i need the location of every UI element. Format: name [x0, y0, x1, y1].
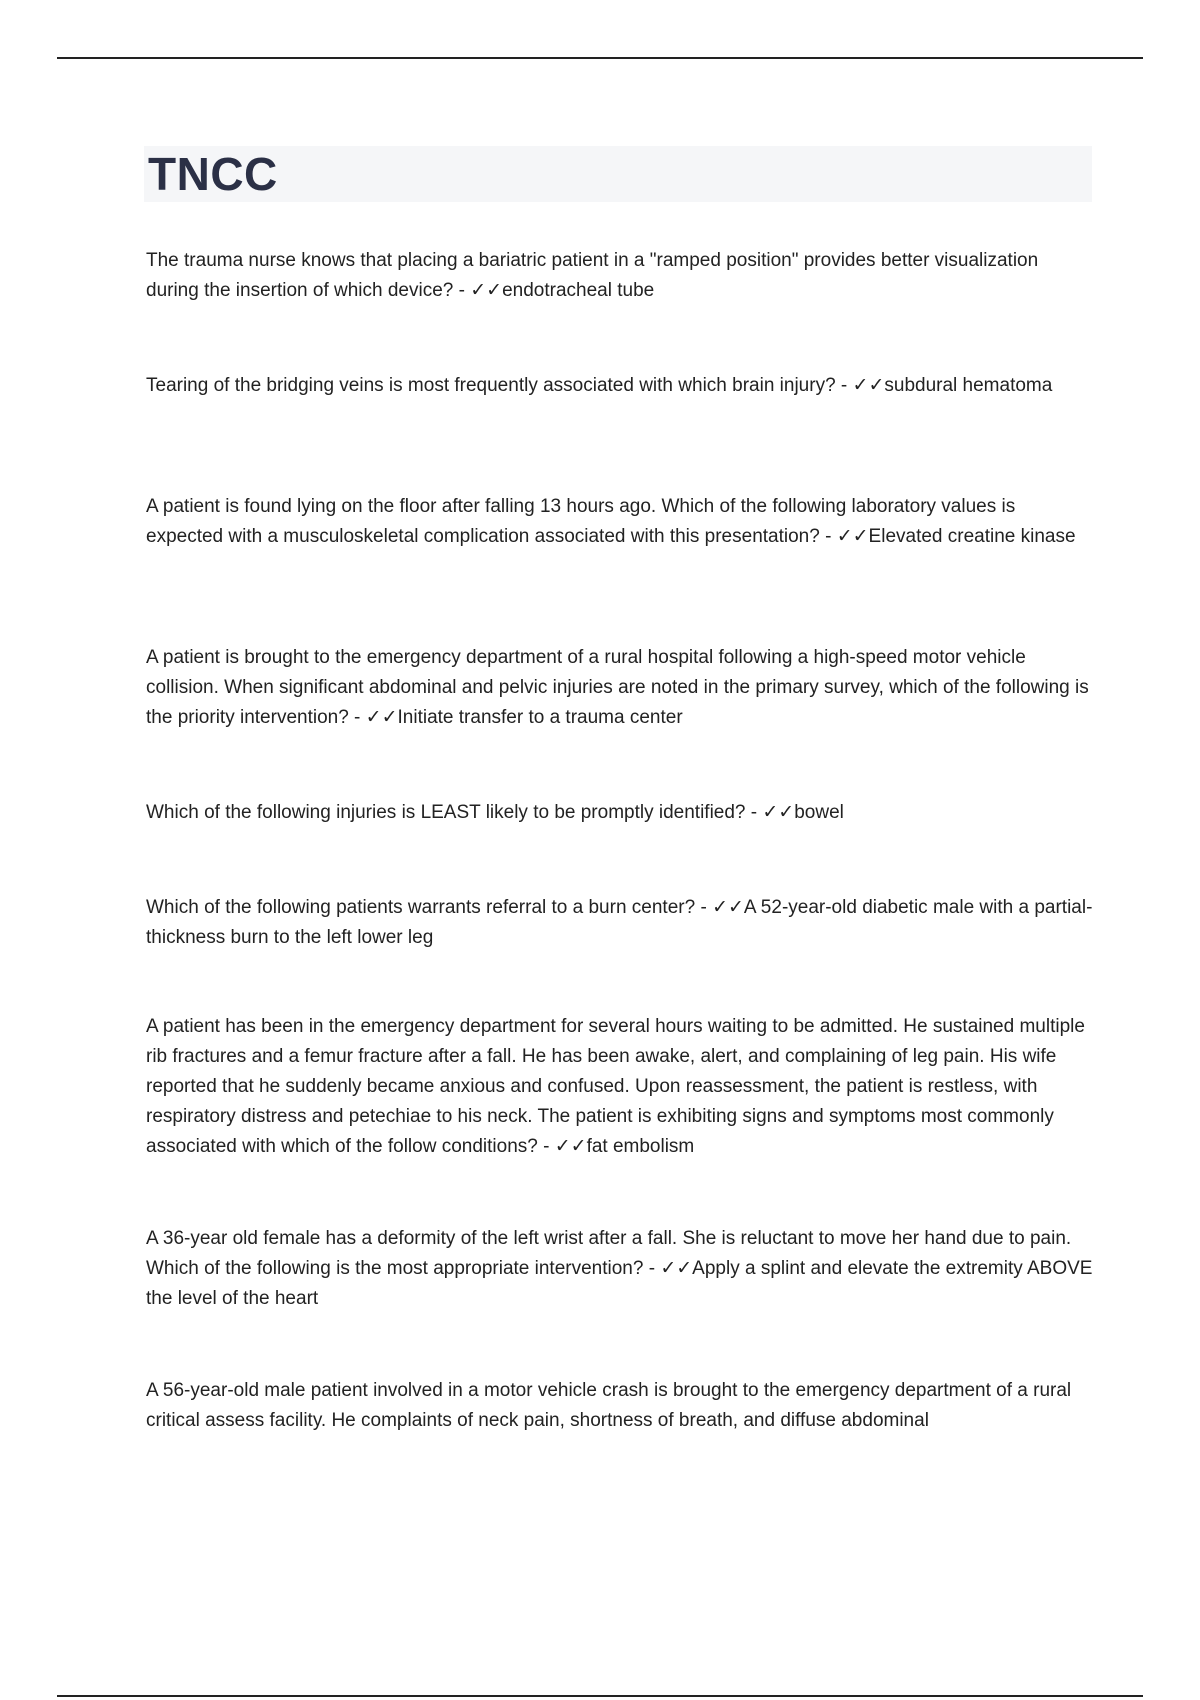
qa-entry-8: [146, 1224, 1096, 1314]
qa-entry-4: [146, 643, 1096, 733]
question-text: A patient has been in the emergency department for several hours waiting to be admitted. He sustained multiple rib fractures and a femur fracture after a fall. He has been awake, alert, and complaining of leg pain. His wife reported that he suddenly became anxious and confused. Upon reassessment, the patient is restless, with respiratory distress and petechiae to his neck. The patient is exhibiting signs and symptoms most commonly associated with which of the follow conditions? -: [146, 1016, 1085, 1157]
question-text: Tearing of the bridging veins is most frequently associated with which brain injury? -: [146, 375, 848, 396]
answer-text: subdural hematoma: [884, 375, 1053, 396]
question-text: The trauma nurse knows that placing a bariatric patient in a "ramped position" provides better visualization during the insertion of which device? -: [146, 250, 1039, 301]
question-text: A 56-year-old male patient involved in a motor vehicle crash is brought to the emergency department of a rural critical assess facility. He complaints of neck pain, shortness of breath, and diffuse abdominal: [146, 1380, 1072, 1431]
top-rule: [57, 57, 1143, 59]
double-check-icon: ✓✓: [762, 802, 795, 823]
question-text: Which of the following injuries is LEAST likely to be promptly identified? -: [146, 802, 758, 823]
qa-entry-9: [146, 1376, 1096, 1436]
double-check-icon: ✓✓: [836, 526, 869, 547]
question-text: A patient is found lying on the floor after falling 13 hours ago. Which of the following laboratory values is expected with a musculoskeletal complication associated with this presentation? -: [146, 496, 1016, 547]
document-title: TNCC: [148, 148, 278, 200]
double-check-icon: ✓✓: [660, 1258, 693, 1279]
qa-entry-6: [146, 893, 1096, 953]
question-text: A patient is brought to the emergency department of a rural hospital following a high-speed motor vehicle collision. When significant abdominal and pelvic injuries are noted in the primary survey, which of the following is the priority intervention? -: [146, 647, 1089, 728]
question-text: A 36-year old female has a deformity of the left wrist after a fall. She is reluctant to move her hand due to pain. Which of the following is the most appropriate intervention? -: [146, 1228, 1072, 1279]
qa-entry-5: [146, 798, 1096, 828]
answer-text: Elevated creatine kinase: [868, 526, 1076, 547]
title-band: [144, 146, 1092, 202]
double-check-icon: ✓✓: [852, 375, 885, 396]
bottom-rule: [57, 1695, 1143, 1697]
answer-text: fat embolism: [586, 1136, 695, 1157]
answer-text: bowel: [794, 802, 844, 823]
question-text: Which of the following patients warrants referral to a burn center? -: [146, 897, 707, 918]
answer-text: Initiate transfer to a trauma center: [397, 707, 683, 728]
qa-entry-1: [146, 246, 1096, 306]
answer-text: Apply a splint and elevate the extremity ABOVE the level of the heart: [146, 1258, 1093, 1309]
double-check-icon: ✓✓: [470, 280, 503, 301]
double-check-icon: ✓✓: [365, 707, 398, 728]
qa-entry-7: [146, 1012, 1096, 1162]
qa-entry-3: [146, 492, 1096, 552]
double-check-icon: ✓✓: [712, 897, 744, 918]
qa-entry-2: [146, 371, 1096, 401]
answer-text: A 52-year-old diabetic male with a partial-thickness burn to the left lower leg: [146, 897, 1093, 948]
answer-text: endotracheal tube: [502, 280, 655, 301]
double-check-icon: ✓✓: [554, 1136, 587, 1157]
